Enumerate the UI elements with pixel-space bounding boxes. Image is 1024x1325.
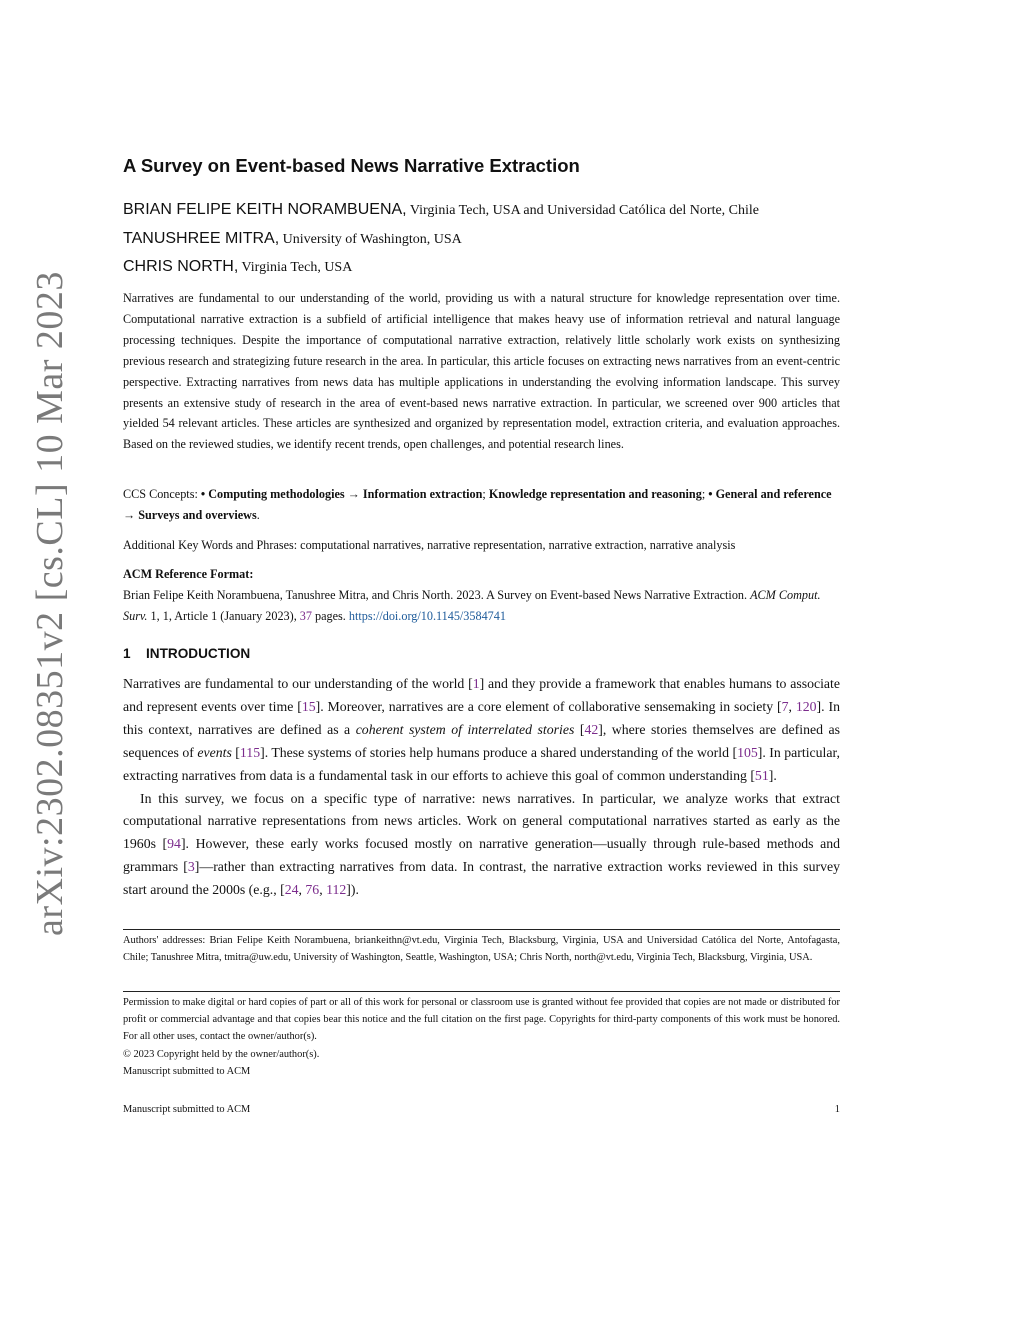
ccs-concept: • General and reference → Surveys and overviews bbox=[123, 487, 832, 522]
citation-link[interactable]: 112 bbox=[326, 882, 347, 898]
text-run: ]—rather than extracting narratives from data. In contrast, the narrative extraction works reviewed in this survey start around the 2000s (e.g., [ bbox=[123, 859, 840, 898]
acm-reference-heading: ACM Reference Format: bbox=[123, 567, 254, 581]
permission-text: Permission to make digital or hard copies of part or all of this work for personal or classroom use is granted without fee provided that copies are not made or distributed for profit or commercial advantage and that copies bear this notice and the full citation on the first page. Copyrights for third-party components of this work must be honored. For all other uses, contact the owner/author(s). bbox=[123, 997, 840, 1043]
author-entry bbox=[123, 253, 840, 282]
text-run: ], where stories themselves are defined as sequences of bbox=[123, 721, 840, 760]
citation-link[interactable]: 7 bbox=[781, 698, 789, 714]
text-run: ]. These systems of stories help humans produce a shared understanding of the world [ bbox=[260, 744, 738, 760]
citation-link[interactable]: 3 bbox=[187, 859, 195, 875]
text-run: , bbox=[319, 882, 327, 898]
arxiv-identifier-stamp: arXiv:2302.08351v2 [cs.CL] 10 Mar 2023 bbox=[29, 271, 71, 936]
footnote-divider bbox=[123, 929, 840, 930]
paragraph bbox=[123, 673, 840, 788]
author-entry bbox=[123, 225, 840, 254]
author-name: BRIAN FELIPE KEITH NORAMBUENA, bbox=[123, 201, 407, 218]
introduction-body bbox=[123, 673, 840, 902]
citation-link[interactable]: 115 bbox=[239, 744, 261, 760]
citation-link[interactable]: 105 bbox=[737, 744, 758, 760]
text-run: ]). bbox=[346, 882, 359, 898]
ccs-concept: • Computing methodologies → Information extraction bbox=[200, 487, 483, 501]
text-run: Narratives are fundamental to our understanding of the world [ bbox=[123, 676, 473, 691]
acm-reference-text bbox=[123, 585, 840, 627]
citation-link[interactable]: 24 bbox=[284, 882, 299, 898]
citation-link[interactable]: 42 bbox=[584, 721, 599, 737]
author-affiliation: University of Washington, USA bbox=[282, 231, 462, 247]
text-run: ]. In particular, extracting narratives from data is a fundamental task in our efforts to achieve this goal of common understanding [ bbox=[123, 744, 840, 783]
text-run: ] and they provide a framework that enables humans to associate and represent events over time [ bbox=[123, 676, 841, 714]
paper-title: A Survey on Event-based News Narrative Extraction bbox=[123, 155, 580, 176]
ccs-separator: ; bbox=[701, 487, 706, 501]
keywords: Additional Key Words and Phrases: computational narratives, narrative representation, narrative extraction, narrative analysis bbox=[123, 538, 736, 552]
reference-text: Brian Felipe Keith Norambuena, Tanushree Mitra, and Chris North. 2023. A Survey on Event-based News Narrative Extraction. bbox=[123, 587, 748, 602]
copyright-line: © 2023 Copyright held by the owner/author(s). bbox=[123, 1048, 320, 1060]
citation-link[interactable]: 1 bbox=[472, 676, 480, 691]
permission-notice bbox=[123, 994, 840, 1080]
author-affiliation: Virginia Tech, USA bbox=[241, 260, 353, 275]
author-list bbox=[123, 196, 840, 282]
citation-link[interactable]: 15 bbox=[301, 698, 316, 714]
emphasis-text: coherent system of interrelated stories bbox=[355, 721, 575, 737]
section-title: INTRODUCTION bbox=[146, 646, 251, 661]
text-run: ]. Moreover, narratives are a core element of collaborative sensemaking in society [ bbox=[315, 698, 782, 714]
author-name: CHRIS NORTH, bbox=[123, 258, 239, 275]
author-name: TANUSHREE MITRA, bbox=[123, 229, 280, 247]
text-run: , bbox=[298, 882, 306, 898]
ccs-concept: Knowledge representation and reasoning bbox=[488, 487, 702, 501]
authors-addresses: Authors' addresses: Brian Felipe Keith Norambuena, briankeithn@vt.edu, Virginia Tech, Blacksburg, Virginia, USA and Universidad Católica del Norte, Antofagasta, Chile; Tanushree Mitra, tmitra@uw.edu, University of Washington, Seattle, Washington, USA; Chris North, north@vt.edu, Virginia Tech, Blacksburg, Virginia, USA. bbox=[123, 935, 840, 964]
citation-link[interactable]: 94 bbox=[167, 836, 181, 852]
ccs-concepts bbox=[123, 484, 840, 526]
abstract: Narratives are fundamental to our understanding of the world, providing us with a natural structure for knowledge representation over time. Computational narrative extraction is a subfield of artificial intelligence that makes heavy use of information retrieval and natural language processing techniques. Despite the importance of computational narrative extraction, relatively little scholarly work exists on synthesizing previous research and strategizing future research in the area. In particular, this article focuses on extracting news narratives from an event-centric perspective. Extracting narratives from news data has multiple applications in understanding the evolving information landscape. This survey presents an extensive study of research in the area of event-based news narrative extraction. In particular, we screened over 900 articles that yielded 54 relevant articles. These articles are synthesized and organized by representation model, extraction criteria, and evaluation approaches. Based on the reviewed studies, we identify recent trends, open challenges, and potential research lines. bbox=[123, 291, 840, 452]
citation-link[interactable]: 51 bbox=[754, 767, 769, 783]
citation-link[interactable]: 120 bbox=[795, 698, 817, 714]
reference-text: 1, 1, Article 1 (January 2023), bbox=[150, 608, 297, 623]
text-run: [ bbox=[574, 721, 585, 737]
section-heading bbox=[123, 646, 840, 661]
page-count-link[interactable]: 37 bbox=[299, 608, 312, 623]
page-number: 1 bbox=[834, 1104, 840, 1115]
manuscript-note: Manuscript submitted to ACM bbox=[123, 1065, 251, 1077]
ccs-end: . bbox=[256, 507, 260, 522]
ccs-separator: ; bbox=[482, 487, 486, 501]
author-entry bbox=[123, 196, 840, 225]
author-affiliation: Virginia Tech, USA and Universidad Católica del Norte, Chile bbox=[409, 203, 760, 218]
citation-link[interactable]: 76 bbox=[305, 882, 320, 898]
text-run: In this survey, we focus on a specific type of narrative: news narratives. In particular, we analyze works that extract computational narrative representations from news articles. Work on general computational narratives started as early as the 1960s [ bbox=[123, 790, 840, 852]
text-run: [ bbox=[231, 744, 240, 760]
ccs-label: CCS Concepts: bbox=[123, 487, 198, 501]
doi-link[interactable]: https://doi.org/10.1145/3584741 bbox=[348, 608, 506, 623]
acm-reference-format bbox=[123, 564, 840, 627]
journal-name: ACM Comput. Surv. bbox=[123, 587, 821, 623]
text-run: ]. In this context, narratives are defined as a bbox=[123, 698, 840, 737]
footer-left: Manuscript submitted to ACM bbox=[123, 1104, 251, 1115]
emphasis-text: events bbox=[197, 744, 232, 760]
text-run: ]. However, these early works focused mostly on narrative generation—usually through rule-based methods and grammars [ bbox=[123, 836, 840, 875]
reference-text: pages. bbox=[315, 608, 346, 623]
section-number: 1 bbox=[123, 646, 131, 661]
paragraph bbox=[123, 788, 840, 903]
text-run: ]. bbox=[768, 767, 777, 783]
page-footer bbox=[123, 1101, 840, 1118]
footnote-divider bbox=[123, 991, 840, 992]
text-run: , bbox=[788, 698, 796, 714]
